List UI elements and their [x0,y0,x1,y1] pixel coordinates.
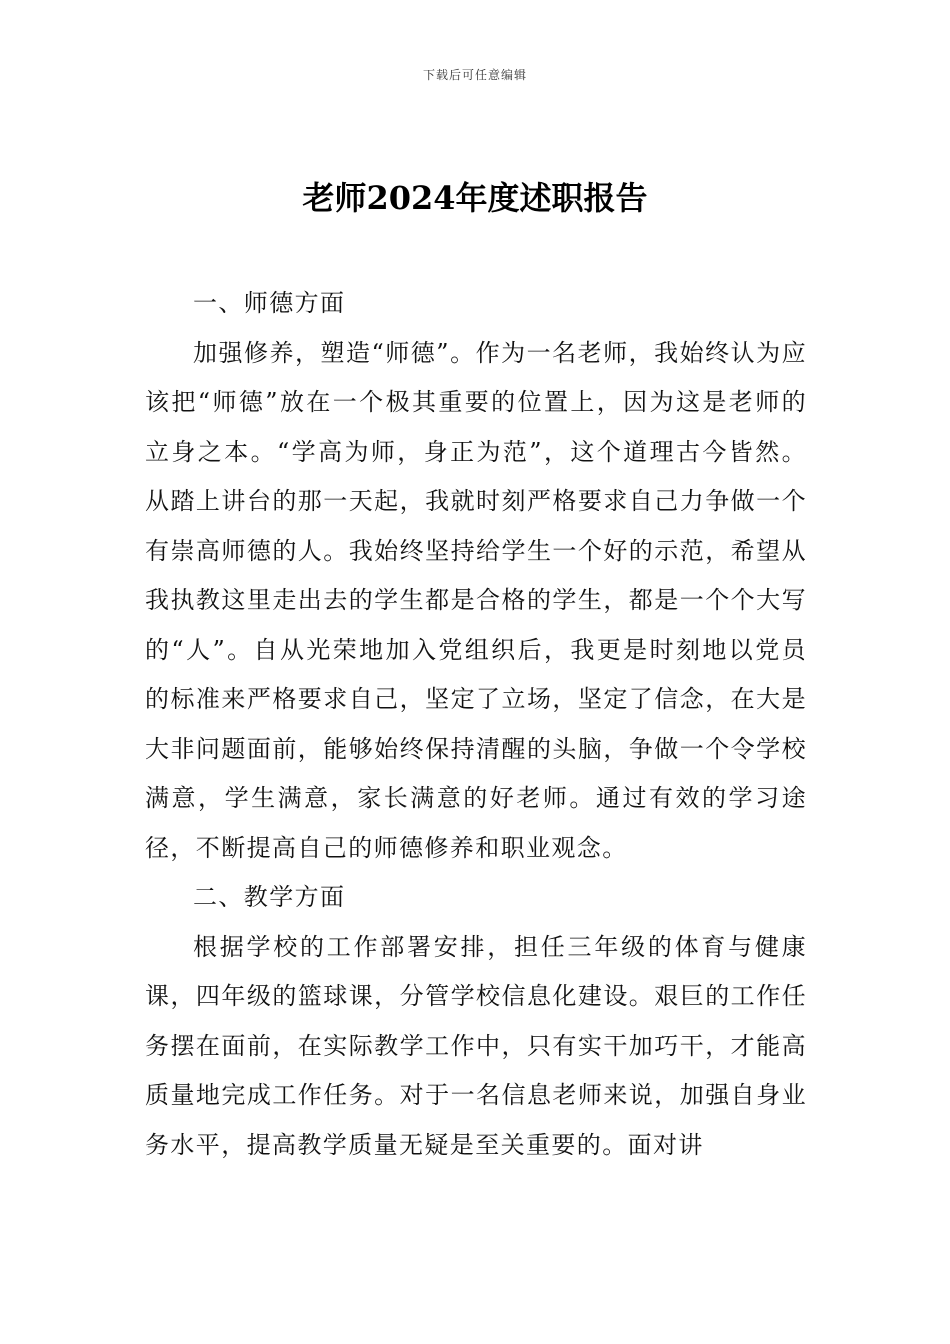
document-body [145,279,807,1170]
section-paragraph-teaching: 根据学校的工作部署安排，担任三年级的体育与健康课，四年级的篮球课，分管学校信息化建设。艰巨的工作任务摆在面前，在实际教学工作中，只有实干加巧干，才能高质量地完成工作任务。对于一名信息老师来说，加强自身业务水平，提高教学质量无疑是至关重要的。面对讲 [145,932,807,1159]
section-paragraph-ethics: 加强修养，塑造“师德”。作为一名老师，我始终认为应该把“师德”放在一个极其重要的位置上，因为这是老师的立身之本。“学高为师，身正为范”，这个道理古今皆然。从踏上讲台的那一天起，我就时刻严格要求自己力争做一个有崇高师德的人。我始终坚持给学生一个好的示范，希望从我执教这里走出去的学生都是合格的学生，都是一个个大写的“人”。自从光荣地加入党组织后，我更是时刻地以党员的标准来严格要求自己，坚定了立场，坚定了信念，在大是大非问题面前，能够始终保持清醒的头脑，争做一个令学校满意，学生满意，家长满意的好老师。通过有效的学习途径，不断提高自己的师德修养和职业观念。 [145,338,807,862]
section-heading-ethics: 一、师德方面 [193,289,346,317]
document-title: 老师2024年度述职报告 [302,179,648,217]
header-note: 下载后可任意编辑 [422,68,527,82]
section-heading-teaching: 二、教学方面 [193,883,346,911]
